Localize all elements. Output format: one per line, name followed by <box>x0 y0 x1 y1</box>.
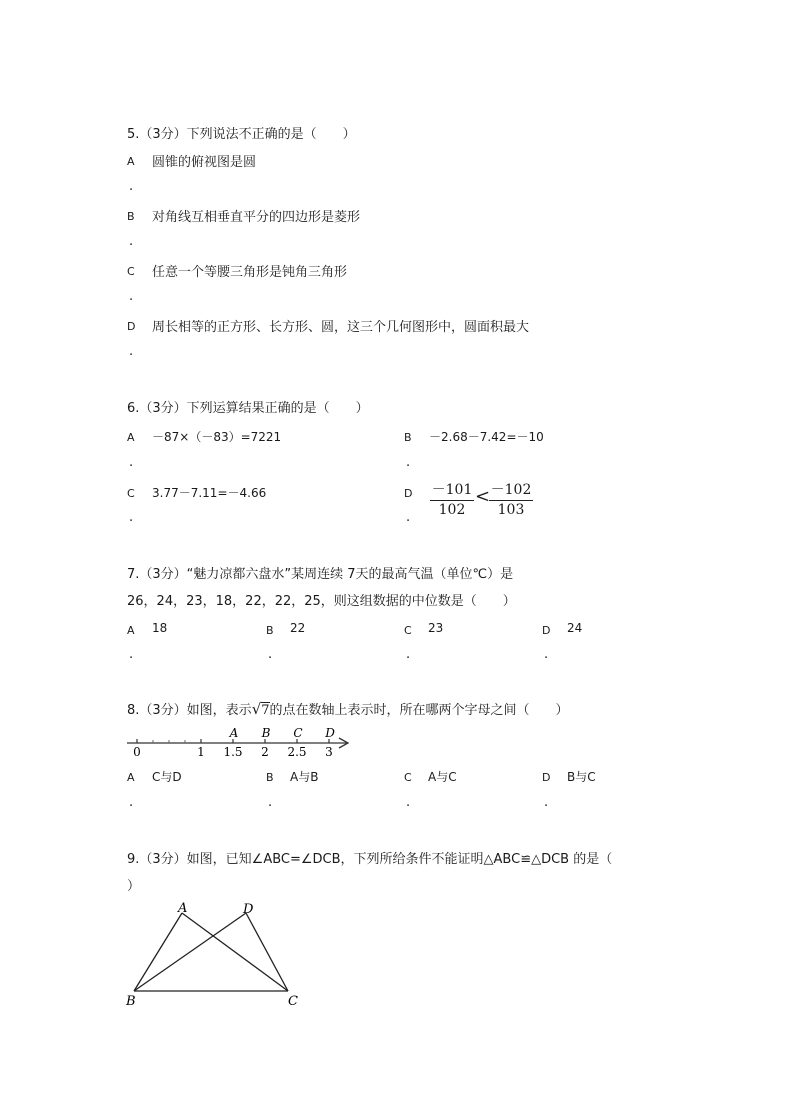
q7-option-b-text: 22 <box>290 621 306 635</box>
q7-option-c-dot: . <box>406 647 411 662</box>
q6-right-numerator: －102 <box>490 482 532 498</box>
q8-option-b-letter: B <box>266 771 274 784</box>
q8-stem <box>127 699 569 718</box>
q8-number-line <box>125 722 355 762</box>
q5-option-a-letter: A <box>127 155 135 168</box>
q8-option-c-letter: C <box>404 771 412 784</box>
q5-option-a-dot: . <box>129 179 134 194</box>
q6-left-numerator: －101 <box>431 482 473 498</box>
q8-option-c-text: A与C <box>428 770 457 784</box>
number-line-tick-label: 3 <box>325 745 333 759</box>
label-a: A <box>178 901 188 916</box>
q6-option-a-dot: . <box>129 455 134 470</box>
q6-right-fraction-bar <box>489 500 533 501</box>
number-line-tick-label: 0 <box>133 745 141 759</box>
q7-option-c-letter: C <box>404 624 412 637</box>
segment-ab <box>134 913 182 991</box>
number-line-tick-label: 1.5 <box>223 745 243 759</box>
q5-option-b-letter: B <box>127 210 135 223</box>
q8-option-b-text: A与B <box>290 770 319 784</box>
q6-option-c-letter: C <box>127 487 135 500</box>
q6-stem: 6.（3分）下列运算结果正确的是（ ） <box>127 401 369 416</box>
q6-option-d-relation: < <box>475 486 491 507</box>
q8-option-a-letter: A <box>127 771 135 784</box>
number-line-tick-label: 2 <box>261 745 269 759</box>
q6-option-b-text: －2.68－7.42=－10 <box>429 430 544 444</box>
q6-option-d-right-fraction <box>489 479 533 518</box>
q5-option-d-text: 周长相等的正方形、长方形、圆，这三个几何图形中，圆面积最大 <box>152 320 530 335</box>
q7-option-d-letter: D <box>542 624 551 637</box>
q6-left-denominator: 102 <box>438 502 466 518</box>
q8-option-d-letter: D <box>542 771 551 784</box>
q5-option-c-text: 任意一个等腰三角形是钝角三角形 <box>152 265 348 280</box>
q8-option-a-dot: . <box>129 795 134 810</box>
q6-left-fraction-bar <box>430 500 474 501</box>
q5-stem: 5.（3分）下列说法不正确的是（ ） <box>127 127 356 142</box>
segment-dc <box>246 913 288 991</box>
q5-option-d-dot: . <box>129 344 134 359</box>
q6-option-d-dot: . <box>406 510 411 525</box>
number-line-point-letter: D <box>325 726 335 740</box>
q5-option-a-text: 圆锥的俯视图是圆 <box>152 155 257 170</box>
q8-option-d-dot: . <box>544 795 549 810</box>
q7-stem-line1: 7.（3分）“魅力凉都六盘水”某周连续 7天的最高气温（单位℃）是 <box>127 567 514 582</box>
number-line-point-letter: A <box>229 726 239 740</box>
q9-stem-line1: 9.（3分）如图，已知∠ABC=∠DCB，下列所给条件不能证明△ABC≌△DCB 的是（ <box>127 852 613 867</box>
q7-option-d-dot: . <box>544 647 549 662</box>
q7-option-c-text: 23 <box>428 621 444 635</box>
q6-option-a-text: －87×（－83）=7221 <box>152 430 282 444</box>
q8-option-d-text: B与C <box>567 770 596 784</box>
q7-option-d-text: 24 <box>567 621 583 635</box>
q6-option-a-letter: A <box>127 431 135 444</box>
q6-option-d-letter: D <box>404 487 413 500</box>
number-line-point-letter: C <box>293 726 303 740</box>
q8-stem-prefix: 8.（3分）如图，表示 <box>127 703 252 718</box>
q8-stem-suffix: 的点在数轴上表示时，所在哪两个字母之间（ ） <box>269 703 569 718</box>
q9-stem-line2: ） <box>127 879 141 894</box>
q6-right-denominator: 103 <box>497 502 525 518</box>
q5-option-c-dot: . <box>129 289 134 304</box>
sqrt-icon: √ <box>251 700 262 718</box>
q8-option-c-dot: . <box>406 795 411 810</box>
q5-option-b-text: 对角线互相垂直平分的四边形是菱形 <box>152 210 361 225</box>
q7-stem-line2: 26，24，23，18，22，22，25，则这组数据的中位数是（ ） <box>127 594 516 609</box>
segment-bd <box>134 913 246 991</box>
label-b: B <box>126 994 136 1009</box>
q7-option-b-dot: . <box>268 647 273 662</box>
q6-option-c-dot: . <box>129 510 134 525</box>
q7-option-a-letter: A <box>127 624 135 637</box>
q5-option-d-letter: D <box>127 320 136 333</box>
q7-option-b-letter: B <box>266 624 274 637</box>
q8-option-a-text: C与D <box>152 770 182 784</box>
number-line-point-letter: B <box>261 726 271 740</box>
q7-option-a-dot: . <box>129 647 134 662</box>
q5-option-b-dot: . <box>129 234 134 249</box>
q9-triangle-figure <box>120 895 310 1015</box>
q5-option-c-letter: C <box>127 265 135 278</box>
q6-option-c-text: 3.77－7.11=－4.66 <box>152 486 267 500</box>
q8-sqrt-arg: 7 <box>261 703 270 718</box>
q6-option-d-left-fraction <box>430 479 474 518</box>
q8-option-b-dot: . <box>268 795 273 810</box>
number-line-tick-label: 1 <box>197 745 205 759</box>
q7-option-a-text: 18 <box>152 621 168 635</box>
label-c: C <box>288 994 298 1009</box>
q6-option-b-dot: . <box>406 455 411 470</box>
segment-ac <box>182 913 288 991</box>
label-d: D <box>243 902 254 917</box>
number-line-tick-label: 2.5 <box>287 745 307 759</box>
q6-option-b-letter: B <box>404 431 412 444</box>
